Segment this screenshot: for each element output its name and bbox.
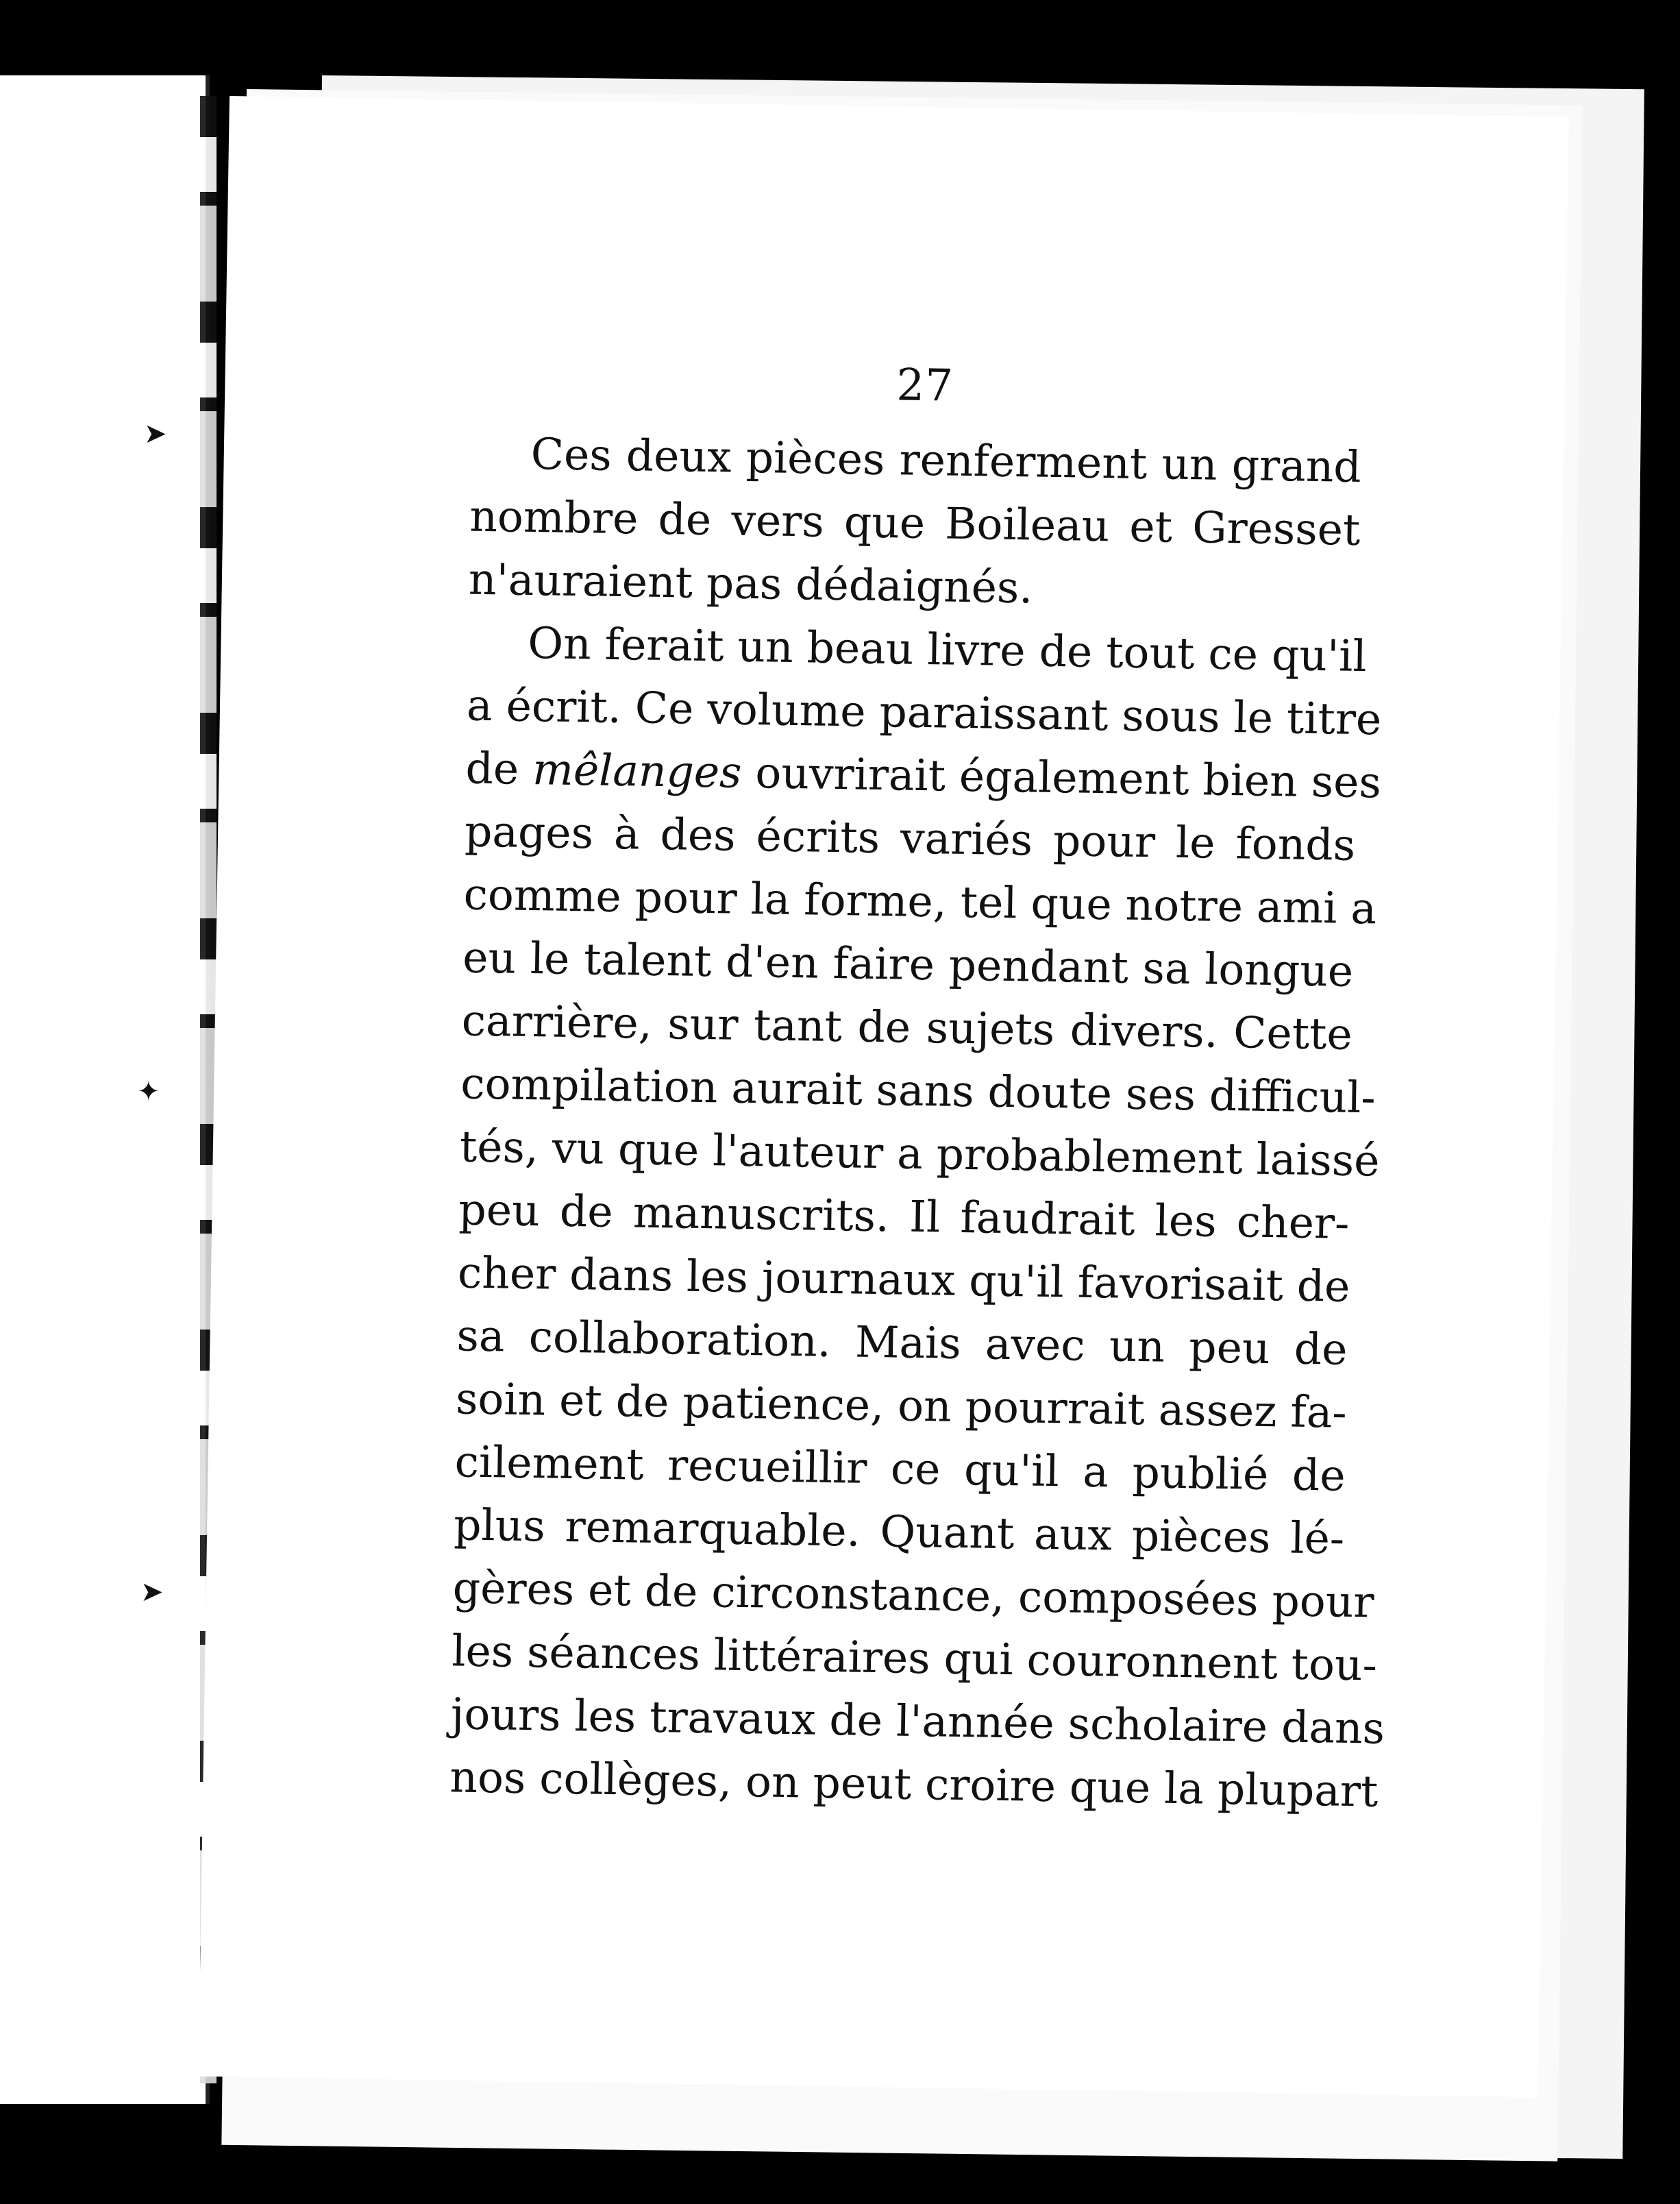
text-line: cher dans les journaux qu'il favorisait de: [457, 1247, 1351, 1312]
text-run: de: [465, 743, 533, 795]
book-page: [199, 96, 1569, 2097]
text-line: eu le talent d'en faire pendant sa longue: [462, 932, 1354, 996]
text-line: gères et de circonstance, composées pour: [452, 1563, 1375, 1628]
text-line: pages à des écrits variés pour le fonds: [464, 806, 1356, 870]
page-body-text: [449, 422, 1385, 1823]
text-line: sa collaboration. Mais avec un peu de: [456, 1310, 1348, 1375]
margin-mark: ➤: [144, 418, 167, 450]
margin-mark: ➤: [140, 1576, 164, 1608]
text-run: ouvrirait également bien ses: [741, 747, 1382, 808]
text-line: comme pour la forme, tel que notre ami a: [463, 869, 1377, 934]
text-line: nos collèges, on peut croire que la plupart: [449, 1752, 1379, 1817]
text-line: compilation aurait sans doute ses difficul-: [460, 1058, 1376, 1123]
page-number: 27: [895, 360, 954, 412]
text-line: les séances littéraires qui couronnent tou-: [451, 1626, 1378, 1691]
facing-page-fragment: [0, 75, 210, 2104]
text-line: carrière, sur tant de sujets divers. Cette: [461, 995, 1353, 1060]
text-line: peu de manuscrits. Il faudrait les cher-: [458, 1184, 1350, 1249]
italic-word: mêlanges: [532, 744, 743, 798]
text-line: tés, vu que l'auteur a probablement laissé: [459, 1121, 1381, 1186]
text-line: a écrit. Ce volume paraissant sous le titre: [466, 680, 1382, 745]
text-line: soin et de patience, on pourrait assez fa-: [455, 1373, 1348, 1438]
text-line: plus remarquable. Quant aux pièces lé-: [453, 1499, 1345, 1564]
text-line: nombre de vers que Boileau et Gresset: [469, 491, 1361, 555]
text-line: cilement recueillir ce qu'il a publié de: [454, 1436, 1346, 1501]
text-line: On ferait un beau livre de tout ce qu'il: [527, 617, 1368, 682]
margin-mark: ✦: [137, 1076, 160, 1107]
text-line: n'auraient pas dédaignés.: [468, 554, 1033, 613]
text-line: jours les travaux de l'année scholaire dans: [450, 1689, 1385, 1754]
text-line: Ces deux pièces renferment un grand: [530, 428, 1362, 493]
